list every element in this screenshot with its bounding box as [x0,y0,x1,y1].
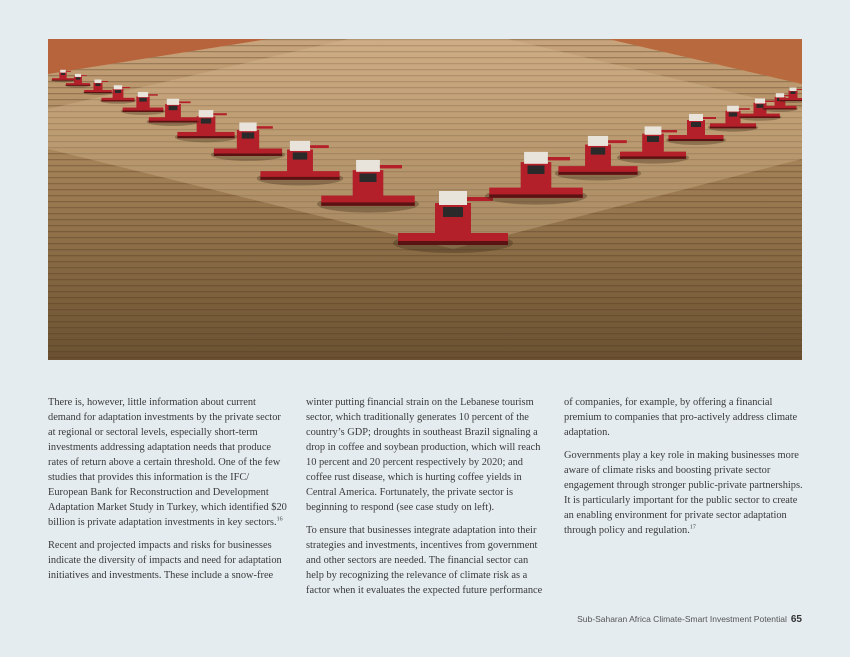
combine-harvesters-photo [48,39,802,360]
paragraph: Governments play a key role in making businesses more aware of climate risks and boosting private sector engagement through stronger public-private partnerships. It is particularly important for the public sector to create an enabling environment for private sector adaptation through policy and regulation.$^{17}$ [564,450,803,536]
paragraph: There is, however, little information about current demand for adaptation investments by the private sector at regional or sectoral levels, especially short-term investments addressing adaptation needs that produce rates of return above a certain threshold. One of the few studies that provides this information is the IFC/ European Bank for Reconstruction and Development Adaptation Market Study in Turkey, which identified $20 billion is private adaptation investments in key sectors.$^{16}$ [48,397,287,528]
text-column-2 [306,395,546,606]
page-footer [577,614,802,625]
harvest-field-illustration [48,39,802,360]
text-column-1 [48,395,288,591]
paragraph: of companies, for example, by offering a financial premium to companies that pro-actively address climate adaptation. [564,397,798,438]
publication-title: Sub-Saharan Africa Climate-Smart Investment Potential [577,614,787,624]
paragraph: winter putting financial strain on the Lebanese tourism sector, which traditionally generates 10 percent of the country’s GDP; droughts in southeast Brazil signaling a drop in coffee and soybean production, which will reach 10 percent and 20 percent respectively by 2020; and coffee rust disease, which is hurting coffee yields in Central America. Fortunately, the private sector is beginning to respond (see case study on left). [306,397,541,513]
page-number: 65 [790,614,802,625]
paragraph: To ensure that businesses integrate adaptation into their strategies and investments, incentives from government and other sectors are needed. The financial sector can help by recognizing the relevance of climate risk as a factor when it evaluates the expected future performance [306,525,543,596]
text-column-3 [564,395,804,546]
paragraph: Recent and projected impacts and risks for businesses indicate the diversity of impacts and need for adaptation initiatives and investments. These include a snow-free [48,540,282,581]
